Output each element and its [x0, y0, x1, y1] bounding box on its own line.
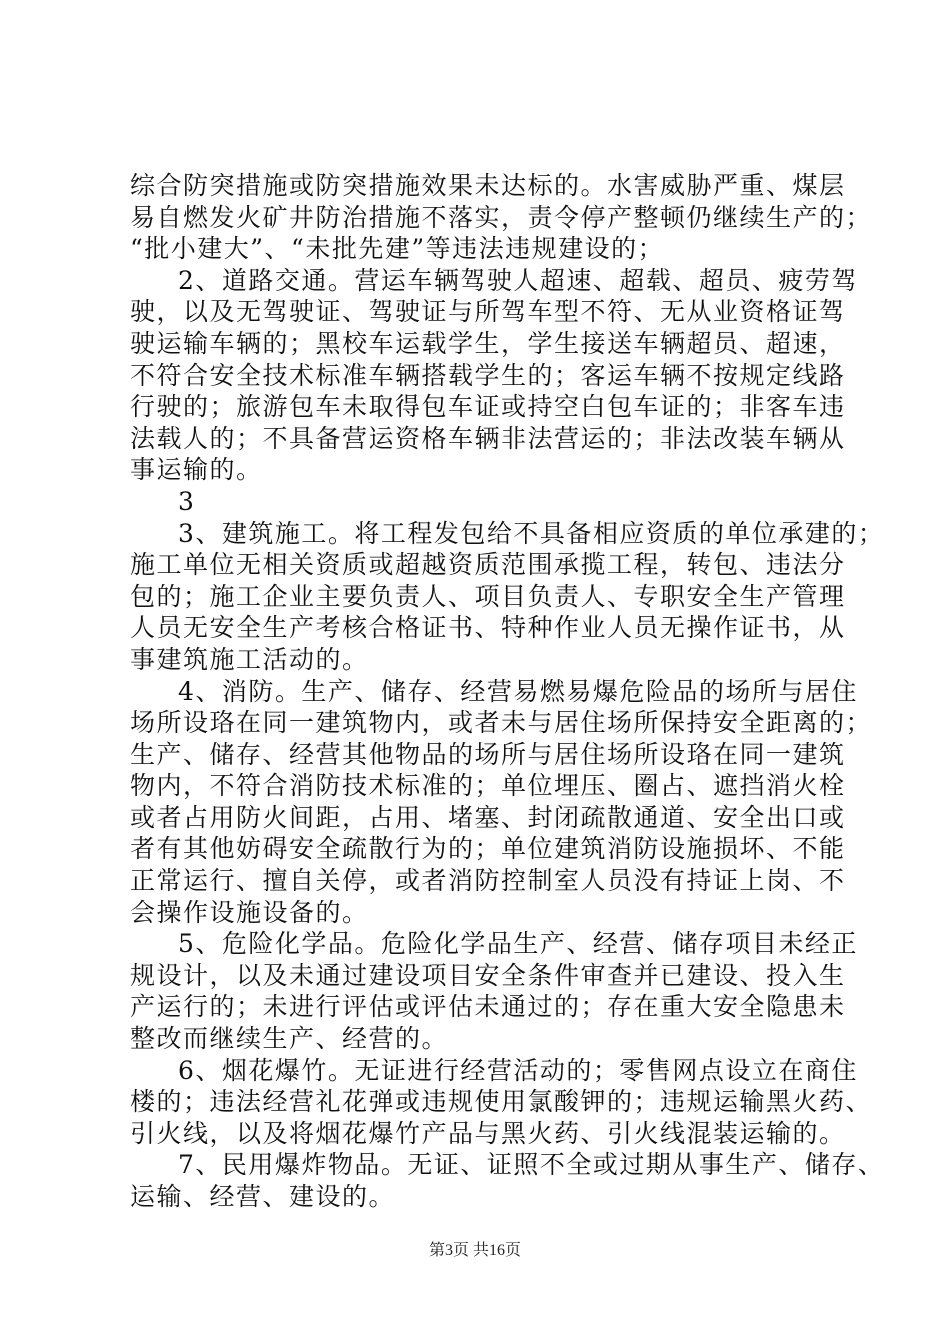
text-line: 规设计，以及未通过建设项目安全条件审查并已建设、投入生 — [130, 960, 846, 990]
text-line: 事运输的。 — [130, 455, 263, 485]
text-line: 驶运输车辆的；黑校车运载学生，学生接送车辆超员、超速， — [130, 328, 846, 358]
text-line: 不符合安全技术标准车辆搭载学生的；客运车辆不按规定线路 — [130, 360, 846, 390]
text-line: 正常运行、擅自关停，或者消防控制室人员没有持证上岗、不 — [130, 866, 846, 896]
text-line: 会操作设施设备的。 — [130, 897, 369, 927]
text-line: 引火线，以及将烟花爆竹产品与黑火药、引火线混装运输的。 — [130, 1118, 846, 1148]
paragraph-start-hazchem: 5、危险化学品。危险化学品生产、经营、储存项目未经正 — [178, 929, 858, 959]
text-line: 生产、储存、经营其他物品的场所与居住场所设珞在同一建筑 — [130, 739, 846, 769]
paragraph-start-fire: 4、消防。生产、储存、经营易燃易爆危险品的场所与居住 — [178, 676, 858, 706]
paragraph-start-traffic: 2、道路交通。营运车辆驾驶人超速、超载、超员、疲劳驾 — [178, 265, 858, 295]
text-line: “批小建大”、“未批先建”等违法违规建设的； — [130, 234, 665, 264]
text-line: 者有其他妨碍安全疏散行为的；单位建筑消防设施损坏、不能 — [130, 834, 846, 864]
paragraph-start-explosives: 7、民用爆炸物品。无证、证照不全或过期从事生产、储存、 — [178, 1150, 885, 1180]
text-line: 或者占用防火间距，占用、堵塞、封闭疏散通道、安全出口或 — [130, 802, 846, 832]
text-line: 综合防突措施或防突措施效果未达标的。水害威胁严重、煤层 — [130, 171, 846, 200]
paragraph-start-fireworks: 6、烟花爆竹。无证进行经营活动的；零售网点设立在商住 — [178, 1055, 858, 1085]
stray-number: 3 — [178, 486, 196, 516]
text-line: 物内，不符合消防技术标准的；单位埋压、圈占、遮挡消火栓 — [130, 771, 846, 801]
text-line: 法载人的；不具备营运资格车辆非法营运的；非法改装车辆从 — [130, 423, 846, 453]
text-line: 易自燃发火矿井防治措施不落实，责令停产整顿仍继续生产的； — [130, 202, 873, 232]
paragraph-start-construction: 3、建筑施工。将工程发包给不具备相应资质的单位承建的； — [178, 518, 885, 548]
text-line: 事建筑施工活动的。 — [130, 644, 369, 674]
text-line: 人员无安全生产考核合格证书、特种作业人员无操作证书，从 — [130, 613, 846, 643]
text-line: 楼的；违法经营礼花弹或违规使用氯酸钾的；违规运输黑火药、 — [130, 1087, 873, 1117]
text-line: 场所设珞在同一建筑物内，或者未与居住场所保持安全距离的； — [130, 708, 873, 738]
text-line: 驶，以及无驾驶证、驾驶证与所驾车型不符、无从业资格证驾 — [130, 297, 846, 327]
document-body — [130, 170, 885, 1213]
text-line: 施工单位无相关资质或超越资质范围承揽工程，转包、违法分 — [130, 550, 846, 580]
text-line: 行驶的；旅游包车未取得包车证或持空白包车证的；非客车违 — [130, 392, 846, 422]
text-line: 运输、经营、建设的。 — [130, 1182, 396, 1211]
text-line: 整改而继续生产、经营的。 — [130, 1024, 449, 1054]
text-line: 包的；施工企业主要负责人、项目负责人、专职安全生产管理 — [130, 581, 846, 611]
page-footer: 第3页 共16页 — [428, 1242, 521, 1259]
text-line: 产运行的；未进行评估或评估未通过的；存在重大安全隐患未 — [130, 992, 846, 1022]
